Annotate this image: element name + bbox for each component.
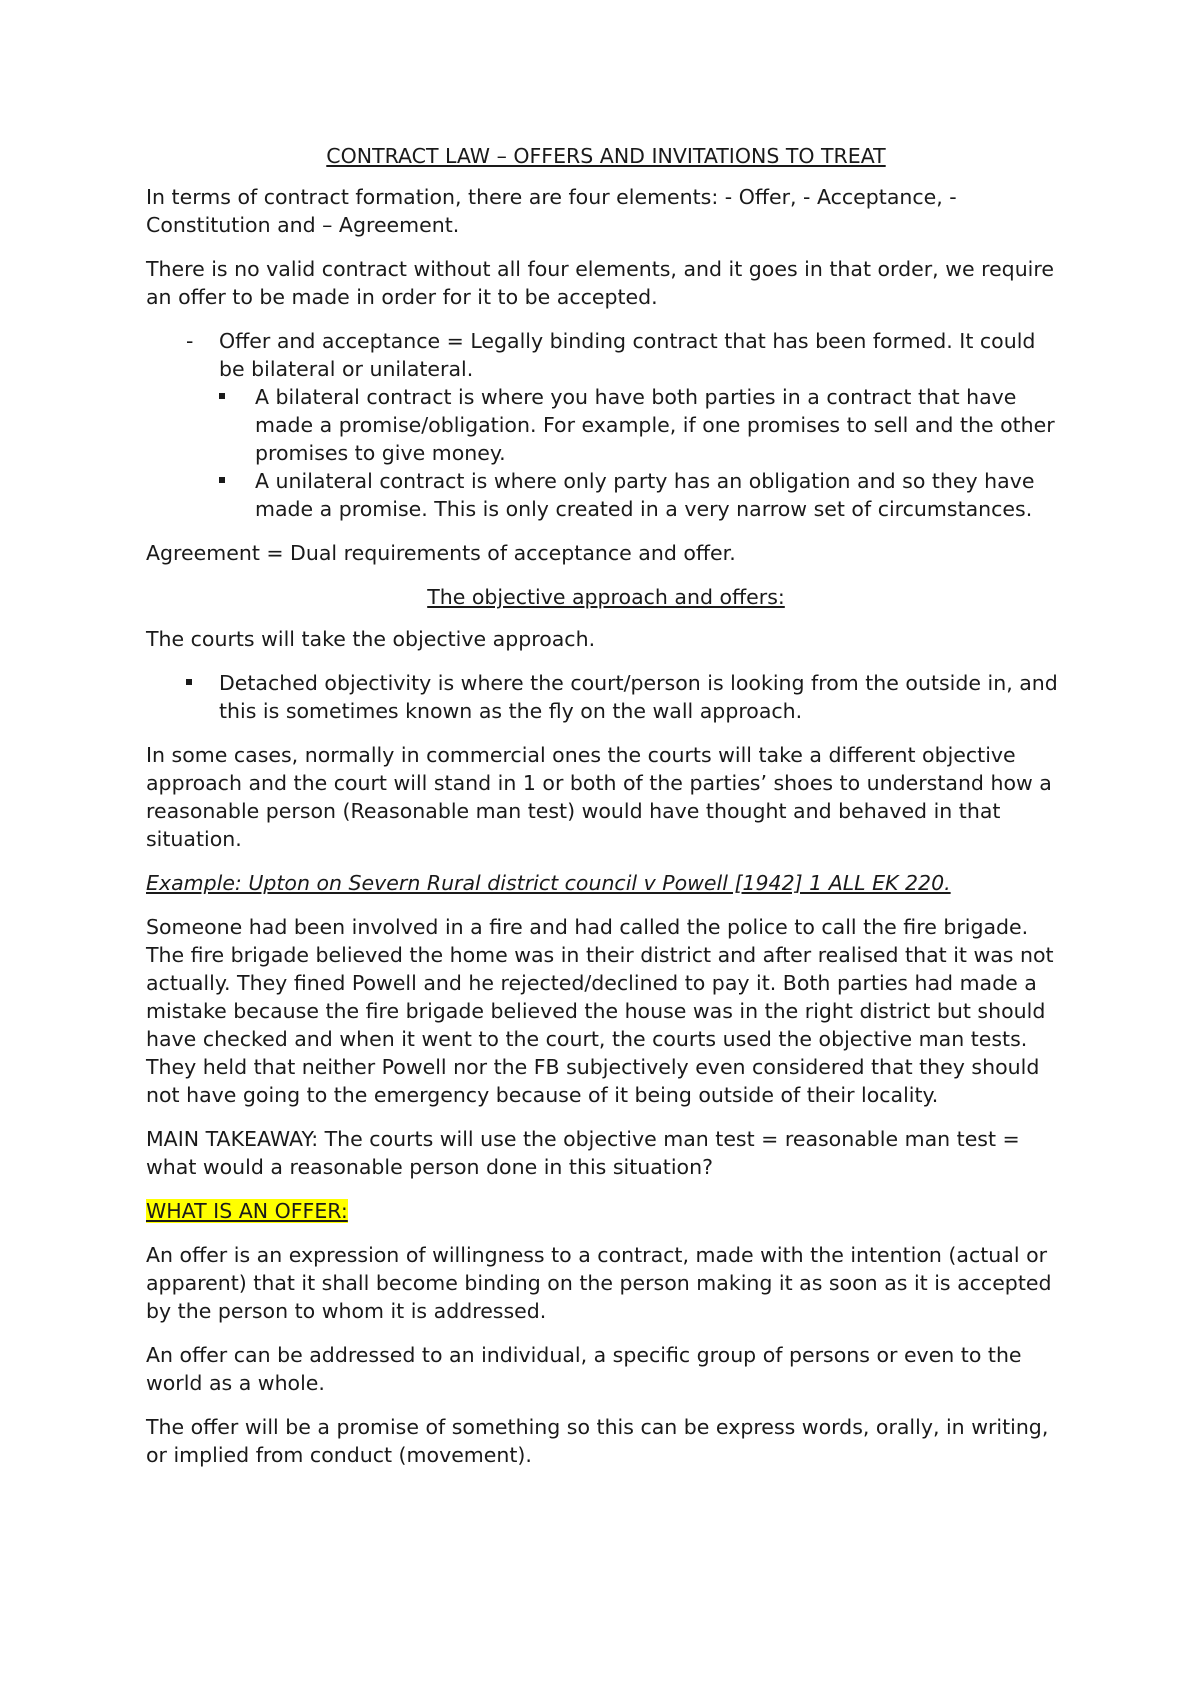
document-page bbox=[146, 142, 1066, 1485]
list-item-bilateral bbox=[219, 383, 1066, 467]
offer-acceptance-text: Offer and acceptance = Legally binding contract that has been formed. It could be bilateral or unilateral. bbox=[219, 329, 1036, 381]
case-example: Example: Upton on Severn Rural district council v Powell [1942] 1 ALL EK 220. bbox=[146, 871, 951, 895]
bilateral-text: A bilateral contract is where you have both parties in a contract that have made a promise/obligation. For example, if one promises to sell and the other promises to give money. bbox=[255, 385, 1055, 465]
some-cases-paragraph: In some cases, normally in commercial ones the courts will take a different objective approach and the court will stand in 1 or both of the parties’ shoes to understand how a reasonable person (Reasonable man test) would have thought and behaved in that situation. bbox=[146, 743, 1052, 851]
intro-paragraph: In terms of contract formation, there are four elements: - Offer, - Acceptance, - Constitution and – Agreement. bbox=[146, 185, 957, 237]
offer-definition-paragraph: An offer is an expression of willingness to a contract, made with the intention (actual or apparent) that it shall become binding on the person making it as soon as it is accepted by the person to whom it is addressed. bbox=[146, 1243, 1052, 1323]
offer-heading-paragraph bbox=[146, 1197, 1066, 1225]
list-item-unilateral bbox=[219, 467, 1066, 523]
square-bullet-icon bbox=[219, 477, 225, 483]
offer-heading: WHAT IS AN OFFER: bbox=[146, 1199, 348, 1223]
no-valid-contract-paragraph: There is no valid contract without all four elements, and it goes in that order, we require an offer to be made in order for it to be accepted. bbox=[146, 257, 1054, 309]
list-item-detached bbox=[146, 669, 1066, 725]
offer-promise-paragraph: The offer will be a promise of something so this can be express words, orally, in writing, or implied from conduct (movement). bbox=[146, 1415, 1049, 1467]
main-takeaway-paragraph: MAIN TAKEAWAY: The courts will use the objective man test = reasonable man test = what would a reasonable person done in this situation? bbox=[146, 1127, 1020, 1179]
document-title: CONTRACT LAW – OFFERS AND INVITATIONS TO TREAT bbox=[326, 144, 886, 168]
fire-story-paragraph: Someone had been involved in a fire and had called the police to call the fire brigade. The fire brigade believed the home was in their district and after realised that it was not actually. They fined Powell and he rejected/declined to pay it. Both parties had made a mistake because the fire brigade believed the house was in the right district but should have checked and when it went to the court, the courts used the objective man tests. They held that neither Powell nor the FB subjectively even considered that they should not have going to the emergency because of it being outside of their locality. bbox=[146, 915, 1054, 1107]
square-bullet-icon bbox=[219, 393, 225, 399]
offer-addressed-paragraph: An offer can be addressed to an individual, a specific group of persons or even to the world as a whole. bbox=[146, 1343, 1022, 1395]
detached-text: Detached objectivity is where the court/person is looking from the outside in, and this is sometimes known as the fly on the wall approach. bbox=[219, 671, 1058, 723]
contract-types-list bbox=[219, 383, 1066, 523]
dash-list bbox=[146, 327, 1066, 523]
courts-objective-paragraph: The courts will take the objective approach. bbox=[146, 627, 596, 651]
detached-list bbox=[146, 669, 1066, 725]
agreement-paragraph: Agreement = Dual requirements of acceptance and offer. bbox=[146, 541, 736, 565]
square-bullet-icon bbox=[186, 679, 192, 685]
objective-approach-heading: The objective approach and offers: bbox=[427, 585, 785, 609]
unilateral-text: A unilateral contract is where only party has an obligation and so they have made a promise. This is only created in a very narrow set of circumstances. bbox=[255, 469, 1035, 521]
dash-list-item bbox=[146, 327, 1066, 523]
dash-bullet: - bbox=[186, 329, 194, 353]
